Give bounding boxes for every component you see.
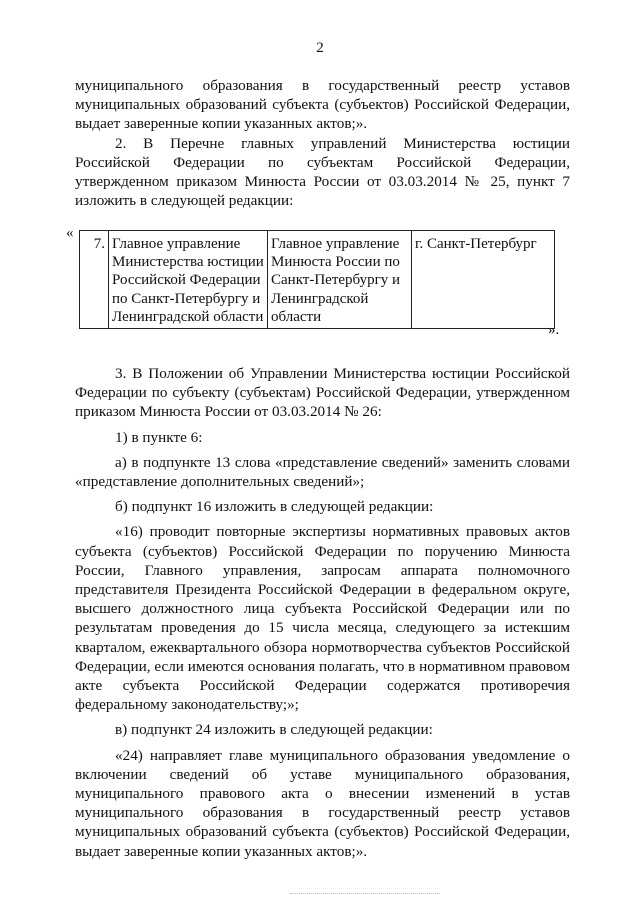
location-cell: г. Санкт-Петербург: [412, 231, 555, 329]
paragraph-quote-16: «16) проводит повторные экспертизы нормативных правовых актов субъекта (субъектов) Российской Федерации по поручению Минюста России, Главного управления, запросам аппарата полномочного представителя Президента Российской Федерации в федеральном округе, высшего должностного лица субъекта Российской Федерации или по результатам проведения до 15 числа месяца, следующего за истекшим кварталом, ежеквартального обзора нормотворчества субъектов Российской Федерации, если имеются основания полагать, что в нормативном правовом акте субъекта Российской Федерации содержатся противоречия федеральному законодательству;»;: [75, 523, 570, 714]
table-close-quote: ».: [548, 322, 560, 338]
paragraph-subitem-v: в) подпункт 24 изложить в следующей редакции:: [115, 721, 433, 739]
page-number: 2: [316, 40, 324, 56]
paragraph-subitem-1: 1) в пункте 6:: [115, 428, 203, 446]
table-open-quote: «: [66, 225, 74, 241]
full-name-cell: Главное управление Министерства юстиции Российской Федерации по Санкт-Петербургу и Ленинградской области: [109, 231, 268, 329]
paragraph-subitem-a: а) в подпункте 13 слова «представление сведений» заменить словами «представление дополнительных сведений»;: [75, 453, 570, 491]
paragraph-item-2: 2. В Перечне главных управлений Министерства юстиции Российской Федерации по субъектам Российской Федерации, утвержденном приказом Минюста России от 03.03.2014 № 25, пункт 7 изложить в следующей редакции:: [75, 134, 570, 210]
paragraph-subitem-b: б) подпункт 16 изложить в следующей редакции:: [115, 498, 434, 516]
amendment-table: [79, 230, 555, 329]
row-number-cell: 7.: [80, 231, 109, 329]
paragraph-quote-24: «24) направляет главе муниципального образования уведомление о включении сведений об уставе муниципального образования, муниципального правового акта о внесении изменений в устав муниципального образования в государственный реестр уставов муниципальных образований субъекта (субъектов) Российской Федерации, выдает заверенные копии указанных актов;».: [75, 746, 570, 860]
main-text-block: [75, 364, 570, 861]
paragraph-item-3: 3. В Положении об Управлении Министерства юстиции Российской Федерации по субъекту (субъектам) Российской Федерации, утвержденном приказом Минюста России от 03.03.2014 № 26:: [75, 365, 570, 421]
top-text-block: [75, 76, 570, 210]
page-edge-mark: [290, 893, 440, 895]
short-name-cell: Главное управление Минюста России по Санкт-Петербургу и Ленинградской области: [268, 231, 412, 329]
table-row: [80, 231, 555, 329]
paragraph-continuation: муниципального образования в государственный реестр уставов муниципальных образований субъекта (субъектов) Российской Федерации, выдает заверенные копии указанных актов;».: [75, 77, 570, 133]
